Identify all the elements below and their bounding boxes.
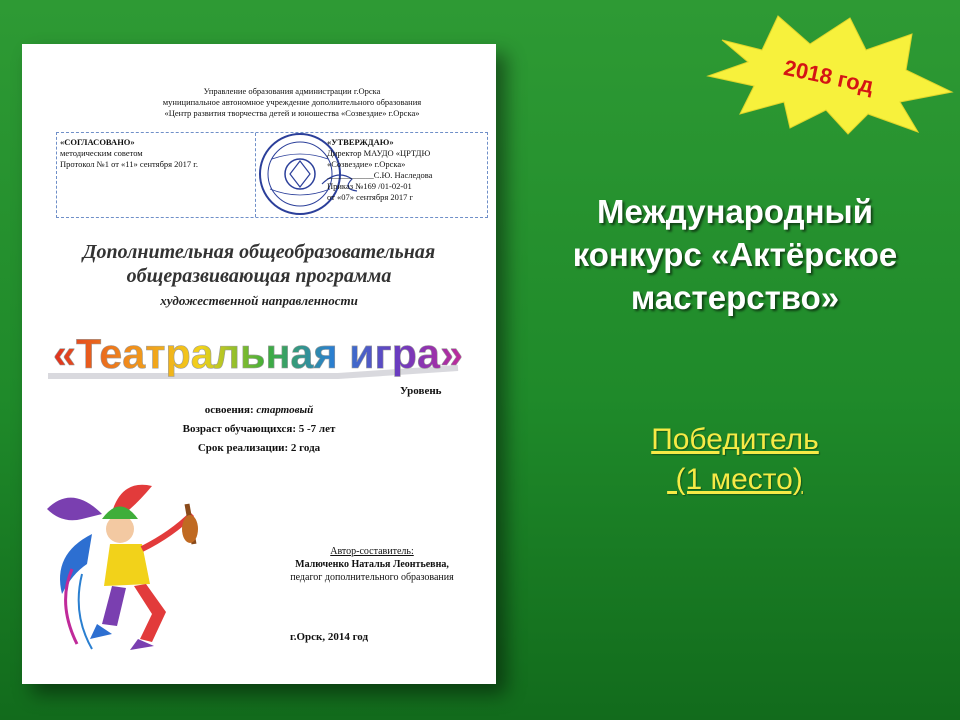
header-line-1: Управление образования администрации г.Орска <box>203 86 381 96</box>
approve-block <box>327 137 497 203</box>
agreed-line-2: Протокол №1 от «11» сентября 2017 г. <box>60 159 198 169</box>
approve-line-4: Приказ №169 /01-02-01 <box>327 181 412 191</box>
approve-line-1: Директор МАУДО «ЦРТДЮ <box>327 148 431 158</box>
contest-line-3: мастерство» <box>630 279 840 316</box>
jester-illustration <box>42 474 222 654</box>
winner-line-2: (1 место) <box>667 463 803 496</box>
level-label-b: освоения: <box>204 404 254 416</box>
agreed-line-1: методическим советом <box>60 148 143 158</box>
contest-line-2: конкурс «Актёрское <box>572 236 898 273</box>
level-value: стартовый <box>256 404 314 416</box>
author-block <box>252 545 492 584</box>
contest-line-1: Международный <box>596 193 874 230</box>
header-line-2: муниципальное автономное учреждение дополнительного образования <box>162 97 422 107</box>
program-title-line-2: общеразвивающая программа <box>126 265 392 287</box>
approve-line-2: «Созвездие» г.Орска» <box>327 159 406 169</box>
program-title <box>22 240 496 288</box>
author-name: Малюченко Наталья Леонтьевна, <box>295 559 449 570</box>
year-badge <box>700 10 955 135</box>
author-role: педагог дополнительного образования <box>290 572 454 583</box>
winner-line-1: Победитель <box>651 423 819 456</box>
city-year: г.Орск, 2014 год <box>289 631 369 643</box>
agreed-title: «СОГЛАСОВАНО» <box>60 137 135 147</box>
level-label: Уровень <box>400 385 442 397</box>
document-header <box>82 86 502 119</box>
approve-line-5: от «07» сентября 2017 г <box>327 192 414 202</box>
term-line: Срок реализации: 2 года <box>197 442 321 454</box>
contest-title <box>520 190 950 319</box>
winner-result <box>520 420 950 500</box>
program-subtitle: художественной направленности <box>160 293 358 308</box>
level-line <box>22 401 496 420</box>
program-document-page <box>22 44 496 684</box>
approve-title: «УТВЕРЖДАЮ» <box>327 137 394 147</box>
program-title-line-1: Дополнительная общеобразовательная <box>82 241 436 263</box>
program-big-title <box>38 324 478 384</box>
header-line-3: «Центр развития творчества детей и юношества «Созвездие» г.Орска» <box>164 108 420 118</box>
big-title-text: «Театральная игра» <box>53 330 463 377</box>
age-line: Возраст обучающихся: 5 -7 лет <box>182 423 336 435</box>
approve-line-3: ___________С.Ю. Наследова <box>327 170 433 180</box>
author-label: Автор-составитель: <box>330 546 414 557</box>
year-badge-text: 2018 год <box>781 54 876 99</box>
program-details <box>22 401 496 458</box>
agreed-block <box>60 137 250 170</box>
